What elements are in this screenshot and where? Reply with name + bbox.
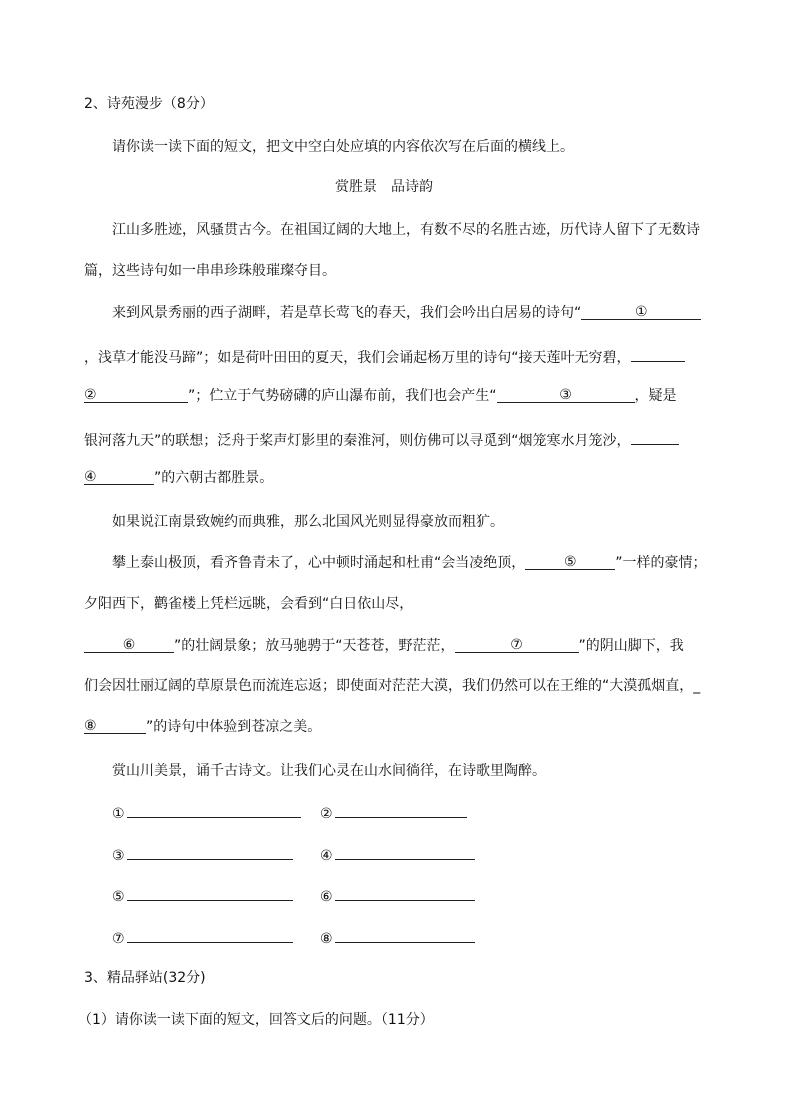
paragraph-4-line-2: 夕阳西下，鹳雀楼上凭栏远眺，会看到“白日依山尽， xyxy=(84,596,414,612)
answer-number: ① xyxy=(112,806,125,822)
paragraph-3: 如果说江南景致婉约而典雅，那么北国风光则显得豪放而粗犷。 xyxy=(112,514,504,530)
paragraph-4-line-1 xyxy=(112,553,707,573)
blank-number: ① xyxy=(634,304,648,320)
blank-5[interactable] xyxy=(525,553,615,570)
blank-6[interactable] xyxy=(84,636,174,653)
answer-line-1[interactable] xyxy=(112,803,301,824)
paragraph-2-line-3 xyxy=(84,386,677,406)
blank-number: ⑤ xyxy=(563,554,577,570)
answer-rule[interactable] xyxy=(335,845,475,860)
blank-number: ② xyxy=(84,387,97,403)
answer-line-8[interactable] xyxy=(320,928,475,949)
text: _ xyxy=(693,678,701,694)
answer-line-7[interactable] xyxy=(112,928,293,949)
paragraph-1-line-1: 江山多胜迹，风骚贯古今。在祖国辽阔的大地上，有数不尽的名胜古迹，历代诗人留下了无数诗 xyxy=(112,222,700,238)
answer-rule[interactable] xyxy=(335,928,475,943)
blank-1[interactable] xyxy=(581,303,701,320)
answer-line-4[interactable] xyxy=(320,845,475,866)
answer-rule[interactable] xyxy=(127,928,293,943)
paragraph-4-line-4 xyxy=(84,676,700,696)
text: 攀上泰山极顶，看齐鲁青未了，心中顿时涌起和杜甫“会当凌绝顶， xyxy=(112,555,526,571)
answer-number: ③ xyxy=(112,848,125,864)
paragraph-5: 赏山川美景，诵千古诗文。让我们心灵在山水间徜徉，在诗歌里陶醉。 xyxy=(112,763,546,779)
instruction: 请你读一读下面的短文，把文中空白处应填的内容依次写在后面的横线上。 xyxy=(112,139,574,155)
blank-2-start[interactable] xyxy=(631,345,685,362)
answer-rule[interactable] xyxy=(127,886,293,901)
text: ”的诗句中体验到苍凉之美。 xyxy=(146,719,322,735)
blank-7[interactable] xyxy=(455,636,579,653)
section-heading-q2: 2、诗苑漫步（8分） xyxy=(84,96,214,112)
answer-number: ⑧ xyxy=(320,931,333,947)
answer-rule[interactable] xyxy=(335,803,467,818)
paragraph-1-line-2: 篇，这些诗句如一串串珍珠般璀璨夺目。 xyxy=(84,263,336,279)
blank-2[interactable] xyxy=(84,386,188,403)
essay-title: 赏胜景 品诗韵 xyxy=(335,179,433,195)
text: ”一样的豪情； xyxy=(615,555,707,571)
paragraph-2-line-2 xyxy=(84,345,685,368)
text: 银河落九天”的联想；泛舟于桨声灯影里的秦淮河，则仿佛可以寻觅到“烟笼寒水月笼沙， xyxy=(84,433,631,449)
blank-number: ⑧ xyxy=(84,718,97,734)
q3-subquestion-1: （1）请你读一读下面的短文，回答文后的问题。（11分） xyxy=(78,1012,434,1028)
section-heading-q3: 3、精品驿站(32分) xyxy=(84,970,206,986)
paragraph-2-line-4 xyxy=(84,428,679,451)
answer-number: ⑦ xyxy=(112,931,125,947)
answer-rule[interactable] xyxy=(127,803,301,818)
text: ”的六朝古都胜景。 xyxy=(154,470,274,486)
blank-number: ④ xyxy=(84,469,97,485)
blank-4[interactable] xyxy=(84,468,154,485)
blank-number: ⑦ xyxy=(510,637,523,653)
paragraph-2-line-5 xyxy=(84,468,273,488)
text: ”；伫立于气势磅礴的庐山瀑布前，我们也会产生“ xyxy=(188,388,497,404)
blank-number: ⑥ xyxy=(122,637,136,653)
answer-rule[interactable] xyxy=(127,845,293,860)
text: ”的壮阔景象；放马驰骋于“天苍苍，野茫茫， xyxy=(174,638,455,654)
blank-3[interactable] xyxy=(497,386,635,403)
blank-number: ③ xyxy=(559,387,572,403)
text: ”的阴山脚下，我 xyxy=(578,638,684,654)
answer-number: ⑤ xyxy=(112,889,125,905)
answer-line-6[interactable] xyxy=(320,886,475,907)
blank-4-start[interactable] xyxy=(631,428,679,445)
text: 们会因壮丽辽阔的草原景色而流连忘返；即使面对茫茫大漠，我们仍然可以在王维的“大漠孤烟直， xyxy=(84,678,694,694)
answer-rule[interactable] xyxy=(335,886,475,901)
text: ，浅草才能没马蹄”；如是荷叶田田的夏天，我们会诵起杨万里的诗句“接天莲叶无穷碧， xyxy=(84,350,631,366)
answer-line-5[interactable] xyxy=(112,886,293,907)
answer-number: ② xyxy=(320,806,333,822)
answer-line-2[interactable] xyxy=(320,803,467,824)
blank-8[interactable] xyxy=(84,717,146,734)
text: 来到风景秀丽的西子湖畔，若是草长莺飞的春天，我们会吟出白居易的诗句“ xyxy=(112,305,582,321)
paragraph-4-line-5 xyxy=(84,717,321,737)
answer-line-3[interactable] xyxy=(112,845,293,866)
text: ，疑是 xyxy=(634,388,677,404)
answer-number: ⑥ xyxy=(320,889,333,905)
paragraph-4-line-3 xyxy=(84,636,684,656)
paragraph-2-line-1 xyxy=(112,303,701,323)
answer-number: ④ xyxy=(320,848,333,864)
